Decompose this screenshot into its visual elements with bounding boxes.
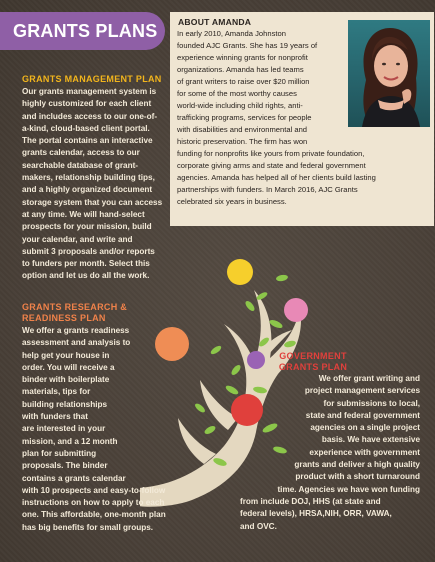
management-line: The portal contains an interactive [22, 136, 153, 146]
management-line: prospects for your mission, build [22, 222, 152, 232]
about-title: ABOUT AMANDA [178, 17, 252, 27]
research-title-line: READINESS PLAN [22, 313, 106, 323]
about-line: world-wide including child rights, anti- [177, 101, 303, 110]
government-plan-title [268, 351, 358, 373]
research-line: order. You will receive a [22, 362, 115, 372]
management-line: to funders per month. Select this [22, 259, 150, 269]
management-line: searchable database of grant- [22, 160, 139, 170]
management-line: your calendar, and write and [22, 234, 133, 244]
management-line: submit 3 proposals and/or reports [22, 246, 155, 256]
government-title-line: GRANTS PLAN [278, 362, 348, 372]
about-line: with disabilities and environmental and [177, 125, 308, 134]
research-title-line: GRANTS RESEARCH & [22, 302, 128, 312]
research-line: are interested in your [22, 424, 106, 434]
government-line: agencies on a single project [310, 423, 420, 433]
government-line: time. Agencies we have won funding [277, 484, 420, 494]
management-line: storage system that you can access [22, 197, 163, 207]
management-line: Our grants management system is [22, 87, 157, 96]
about-line: agencies. Amanda has helped all of her clients build lasting [177, 173, 376, 182]
about-line: organizations. Amanda has led teams [177, 65, 304, 74]
government-plan-body [198, 373, 420, 533]
government-line: basis. We have extensive [321, 435, 420, 445]
research-line: help get your house in [22, 350, 110, 360]
about-line: In early 2010, Amanda Johnston [177, 29, 286, 38]
portrait-illustration [348, 20, 430, 127]
management-plan-title: GRANTS MANAGEMENT PLAN [22, 74, 162, 84]
government-line: We offer grant writing and [318, 374, 420, 383]
pink-circle [284, 298, 308, 322]
research-line: building relationships [22, 399, 108, 409]
government-line: and OVC. [240, 521, 277, 531]
about-line: partnerships with funders. In March 2016, AJC Grants [177, 185, 358, 194]
government-title-line: GOVERNMENT [279, 351, 347, 361]
about-line: celebrated six years in business. [177, 197, 287, 206]
amanda-photo [348, 20, 430, 127]
research-line: proposals. The binder [22, 461, 108, 471]
management-line: option and let us do all the work. [22, 271, 150, 281]
yellow-circle [227, 259, 253, 285]
management-line: makers, relationship building tips, [22, 173, 155, 183]
about-line: for some of the most worthy causes [177, 89, 297, 98]
about-line: experience winning grants for nonprofit [177, 53, 308, 62]
management-line: highly customized for each client [22, 99, 152, 109]
research-line: instructions on how to apply to each [22, 498, 165, 508]
research-line: has big benefits for small groups. [22, 522, 154, 532]
grants-plans-banner [0, 12, 165, 50]
research-line: We offer a grants readiness [22, 326, 130, 335]
management-line: at any time. We will hand-select [22, 209, 145, 219]
government-line: grants and deliver a high quality [294, 460, 420, 470]
research-line: mission, and a 12 month [22, 436, 118, 446]
purple-circle [247, 351, 265, 369]
research-plan-title [22, 302, 127, 324]
government-line: state and federal government [305, 410, 420, 420]
research-line: materials, tips for [22, 387, 91, 397]
about-body [177, 28, 376, 208]
government-line: federal levels), HRSA,NIH, ORR, VAWA, [240, 509, 392, 519]
government-line: experience with government [309, 447, 420, 457]
research-line: with funders that [22, 412, 88, 422]
government-line: project management services [304, 386, 420, 396]
government-line: product with a short turnaround [295, 472, 420, 482]
government-line: for submissions to local, [323, 398, 420, 408]
about-line: funding for nonprofits like yours from private foundation, [177, 149, 365, 158]
about-line: of grant writers to raise over $20 million [177, 77, 310, 86]
management-line: and includes access to our one-of- [22, 111, 158, 121]
research-line: assessment and analysis to [22, 338, 131, 348]
research-line: with 10 prospects and easy-to-follow [22, 485, 166, 495]
research-line: one. This affordable, one-month plan [22, 510, 166, 520]
banner-title: GRANTS PLANS [13, 21, 158, 41]
about-line: founded AJC Grants. She has 19 years of [177, 41, 318, 50]
management-line: grants calendar, access to our [22, 148, 140, 158]
management-line: a-kind, cloud-based client portal. [22, 123, 150, 133]
management-line: and a highly organized document [22, 185, 153, 195]
about-line: historic preservation. The firm has won [177, 137, 308, 146]
research-plan-body [22, 325, 166, 534]
research-line: plan for submitting [22, 448, 97, 458]
about-line: corporate giving arms and state and federal government [177, 161, 366, 170]
government-line: from include DOJ, HHS (at state and [240, 496, 381, 506]
about-amanda-panel [170, 12, 434, 226]
about-line: trafficking programs, services for people [177, 113, 312, 122]
research-line: contains a grants calendar [22, 473, 126, 483]
research-line: binder with boilerplate [22, 375, 110, 385]
